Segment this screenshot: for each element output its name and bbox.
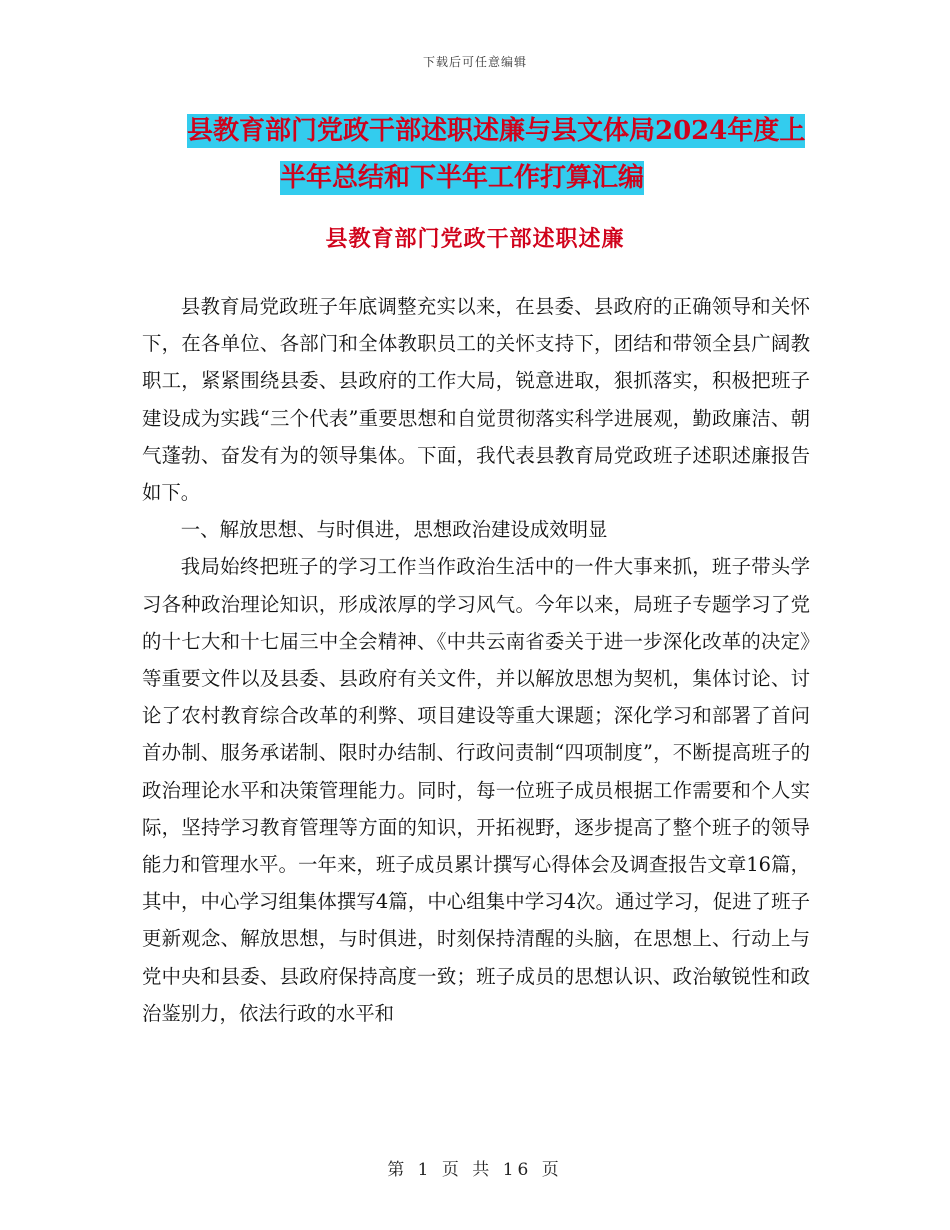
paragraph-heading-1: 一、解放思想、与时俱进，思想政治建设成效明显 [180, 518, 608, 542]
document-body [142, 288, 810, 1032]
document-title [140, 108, 840, 202]
page-footer: 第 1 页 共 16 页 [387, 1160, 563, 1180]
document-title-line-1: 县教育部门党政干部述职述廉与县文体局2024年度上 [187, 116, 806, 146]
paragraph-intro: 县教育局党政班子年底调整充实以来，在县委、县政府的正确领导和关怀下，在各单位、各部门和全体教职员工的关怀支持下，团结和带领全县广阔教职工，紧紧围绕县委、县政府的工作大局，锐意进取，狠抓落实，积极把班子建设成为实践“三个代表”重要思想和自觉贯彻落实科学进展观，勤政廉洁、朝气蓬勃、奋发有为的领导集体。下面，我代表县教育局党政班子述职述廉报告如下。 [142, 295, 810, 505]
paragraph-study: 我局始终把班子的学习工作当作政治生活中的一件大事来抓，班子带头学习各种政治理论知识，形成浓厚的学习风气。今年以来，局班子专题学习了党的十七大和十七届三中全会精神、《中共云南省委关于进一步深化改革的决定》等重要文件以及县委、县政府有关文件，并以解放思想为契机，集体讨论、讨论了农村教育综合改革的利弊、项目建设等重大课题；深化学习和部署了首问首办制、服务承诺制、限时办结制、行政问责制“四项制度”，不断提高班子的政治理论水平和决策管理能力。同时，每一位班子成员根据工作需要和个人实际，坚持学习教育管理等方面的知识，开拓视野，逐步提高了整个班子的领导能力和管理水平。一年来，班子成员累计撰写心得体会及调查报告文章16篇，其中，中心学习组集体撰写4篇，中心组集中学习4次。通过学习，促进了班子更新观念、解放思想，与时俱进，时刻保持清醒的头脑，在思想上、行动上与党中央和县委、县政府保持高度一致；班子成员的思想认识、政治敏锐性和政治鉴别力，依法行政的水平和 [142, 555, 810, 1025]
document-title-line-2: 半年总结和下半年工作打算汇编 [280, 163, 645, 193]
section-title: 县教育部门党政干部述职述廉 [325, 226, 625, 252]
header-note: 下载后可任意编辑 [422, 55, 527, 69]
